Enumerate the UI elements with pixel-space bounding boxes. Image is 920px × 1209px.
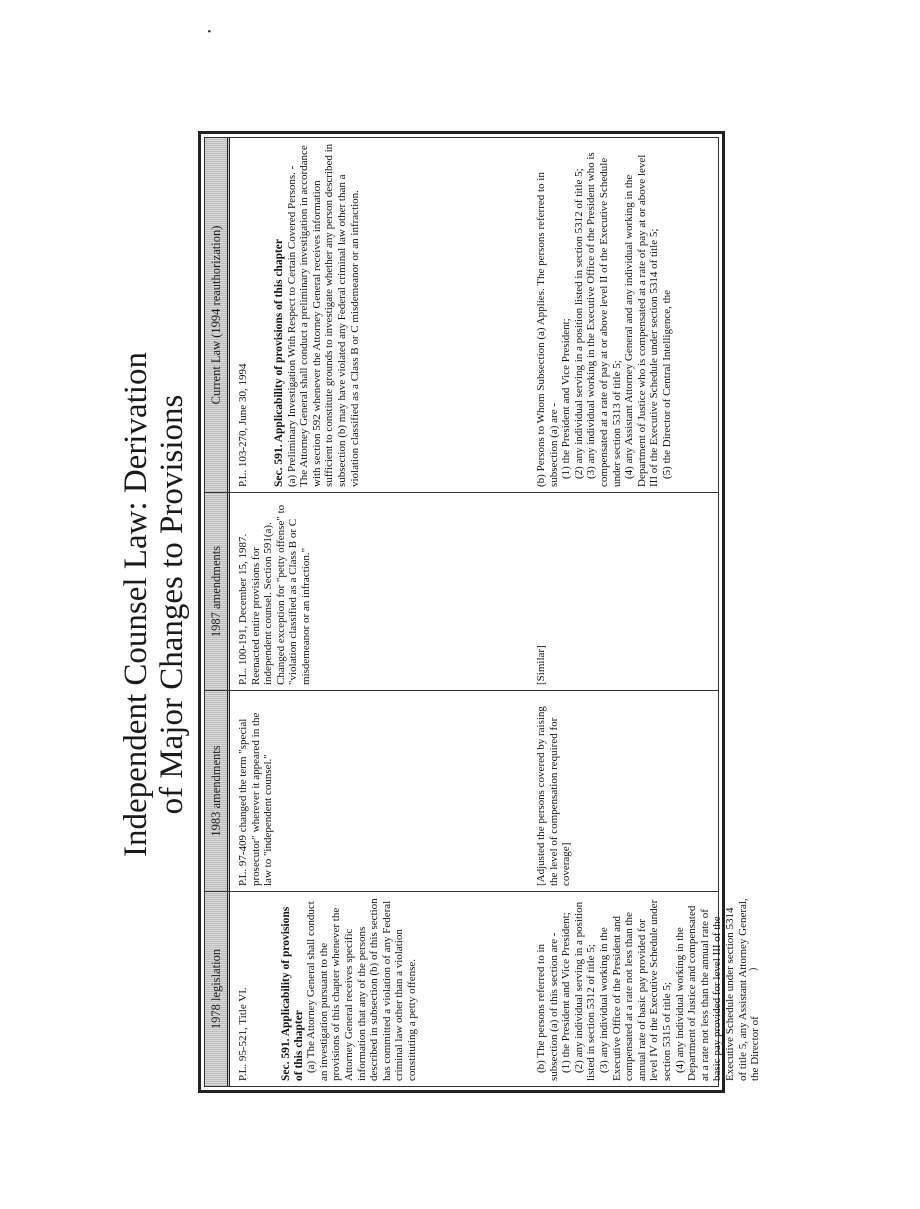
cell-1983-row1: P.L. 97-409 changed the term "special prosecutor" wherever it appeared in the law to "independent counsel." bbox=[237, 712, 275, 886]
column-1983 bbox=[205, 690, 718, 891]
cell-1987-row3: [Similar] bbox=[535, 645, 547, 685]
title-line-1: Independent Counsel Law: Derivation bbox=[118, 352, 154, 857]
cell-1978-row1: P.L. 95-521, Title VI. bbox=[237, 987, 249, 1081]
column-1978 bbox=[205, 891, 762, 1086]
cell-1978-row3 bbox=[535, 897, 762, 1081]
cell-1978-row2 bbox=[280, 897, 419, 1081]
column-1994 bbox=[205, 138, 718, 492]
list-item: (1) the President and Vice President; bbox=[560, 912, 573, 1073]
list-item: (5) the Director of Central Intelligence, the bbox=[660, 289, 673, 479]
column-header-1978: 1978 legislation bbox=[205, 892, 230, 1086]
section-heading-1994: Sec. 591. Applicability of provisions of this chapter bbox=[273, 238, 285, 487]
list-item: (3) any individual working in the Executive Office of the President who is compensated at a rate of pay at or above level II of the Executive Schedule under section 5313 of title 5; bbox=[585, 152, 623, 487]
list-item: (2) any individual serving in a position listed in section 5312 of title 5; bbox=[572, 168, 585, 479]
cell-1994-row1: P.L. 103-270, June 30, 1994 bbox=[237, 363, 249, 487]
section-heading-1978: Sec. 591. Applicability of provisions of this chapter bbox=[280, 906, 305, 1081]
list-item: (4) any Assistant Attorney General and any individual working in the Department of Justice who is compensated at a rate of pay at or above level III of the Executive Schedule under section 5314 of title 5; bbox=[623, 154, 661, 487]
column-header-1987: 1987 amendments bbox=[205, 493, 230, 690]
page-title bbox=[118, 0, 190, 1209]
cell-1994-row2 bbox=[273, 143, 361, 487]
column-header-1983: 1983 amendments bbox=[205, 691, 230, 891]
cell-1994-row3 bbox=[535, 143, 674, 487]
section-body-1994: The Attorney General shall conduct a preliminary investigation in accordance with section 592 whenever the Attorney General receives information sufficient to constitute grounds to investigate whether any person described in subsection (b) may have violated any Federal criminal law other than a violation classified as a Class B or C misdemeanor or an infraction. bbox=[298, 143, 361, 487]
cell-1987-row1: P.L. 100-191, December 15, 1987. Reenacted entire provisions for independent counsel. Section 591(a). Changed exception for "petty offense" to "violation classified as a Class B or C misdemeanor or an infraction." bbox=[237, 504, 312, 685]
column-header-1994: Current Law (1994 reauthorization) bbox=[205, 138, 230, 492]
cell-1983-row3: [Adjusted the persons covered by raising the level of compensation required for coverage] bbox=[535, 706, 573, 886]
column-1987 bbox=[205, 492, 718, 690]
derivation-table bbox=[198, 131, 762, 1093]
scan-speck: • bbox=[205, 29, 216, 33]
section-body-1978: (a) The Attorney General shall conduct an investigation pursuant to the provisions of this chapter whenever the Attorney General receives specific information that any of the persons described in subsection (b) of this section has committed a violation of any Federal criminal law other than a violation constituting a petty offense. bbox=[305, 898, 418, 1081]
list-item: (1) the President and Vice President; bbox=[560, 318, 573, 479]
list-item: (b) The persons referred to in subsection (a) of this section are - bbox=[535, 932, 560, 1081]
scan-speck: ) bbox=[748, 967, 759, 971]
title-line-2: of Major Changes to Provisions bbox=[154, 394, 190, 815]
list-item: (4) any individual working in the Department of Justice and compensated at a rate not less than the annual rate of basic pay provided for level III of the Executive Schedule under section 5314 of title 5, any Assistant Attorney General, the Director of bbox=[673, 898, 762, 1081]
subsection-heading-1994: (a) Preliminary Investigation With Respect to Certain Covered Persons. - bbox=[285, 165, 298, 487]
list-item: (3) any individual working in the Executive Office of the President and compensated at a rate not less than the annual rate of basic pay provided for level IV of the Executive Schedule under section 5315 of title 5; bbox=[597, 899, 673, 1081]
list-item: (b) Persons to Whom Subsection (a) Applies. The persons referred to in subsection (a) are - bbox=[535, 172, 560, 487]
list-item: (2) any individual serving in a position listed in section 5312 of title 5; bbox=[572, 901, 598, 1081]
